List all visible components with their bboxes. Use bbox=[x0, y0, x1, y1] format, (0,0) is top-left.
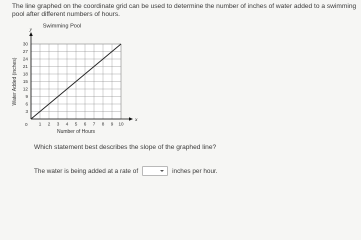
question-text: Which statement best describes the slope of the graphed line? bbox=[34, 144, 217, 151]
y-tick-label: 6 bbox=[25, 101, 28, 107]
x-tick-label: 4 bbox=[65, 121, 69, 127]
y-tick-label: 12 bbox=[22, 86, 28, 92]
y-axis-letter: y bbox=[29, 27, 32, 33]
y-tick-label: 30 bbox=[22, 41, 28, 47]
y-tick-label: 24 bbox=[22, 56, 28, 62]
problem-intro: The line graphed on the coordinate grid can be used to determine the number of inches of water added to a swimming pool after different numbers of hours. bbox=[12, 3, 357, 19]
y-tick-label: 18 bbox=[22, 71, 28, 77]
x-tick-labels bbox=[39, 122, 124, 127]
x-tick-label: 8 bbox=[101, 121, 105, 127]
y-tick-label: 3 bbox=[25, 109, 28, 115]
x-axis-label: Number of Hours bbox=[56, 129, 96, 135]
y-tick-label: 21 bbox=[22, 64, 28, 70]
y-tick-label: 27 bbox=[22, 49, 28, 55]
origin-label: 0 bbox=[25, 122, 28, 127]
y-tick-label: 15 bbox=[22, 79, 28, 85]
chevron-down-icon bbox=[160, 170, 164, 172]
y-axis-label: Water Added (inches) bbox=[12, 57, 18, 106]
answer-prefix: The water is being added at a rate of bbox=[34, 167, 139, 175]
x-tick-label: 5 bbox=[74, 121, 78, 127]
x-tick-label: 1 bbox=[38, 121, 42, 127]
x-tick-label: 3 bbox=[56, 121, 60, 127]
x-tick-label: 2 bbox=[47, 121, 51, 127]
chart-svg bbox=[4, 21, 164, 141]
swimming-pool-graph bbox=[4, 21, 164, 141]
x-tick-label: 7 bbox=[92, 121, 96, 127]
y-tick-labels bbox=[23, 42, 29, 115]
x-tick-label: 9 bbox=[110, 121, 114, 127]
x-axis-letter: x bbox=[135, 117, 138, 123]
x-tick-label: 10 bbox=[118, 121, 124, 127]
x-axis-arrow-icon bbox=[129, 117, 133, 121]
rate-dropdown[interactable] bbox=[142, 166, 168, 176]
answer-suffix: inches per hour. bbox=[172, 167, 218, 175]
x-tick-label: 6 bbox=[83, 121, 87, 127]
y-tick-label: 9 bbox=[25, 94, 28, 100]
answer-statement bbox=[34, 166, 218, 176]
chart-title: Swimming Pool bbox=[42, 23, 82, 30]
